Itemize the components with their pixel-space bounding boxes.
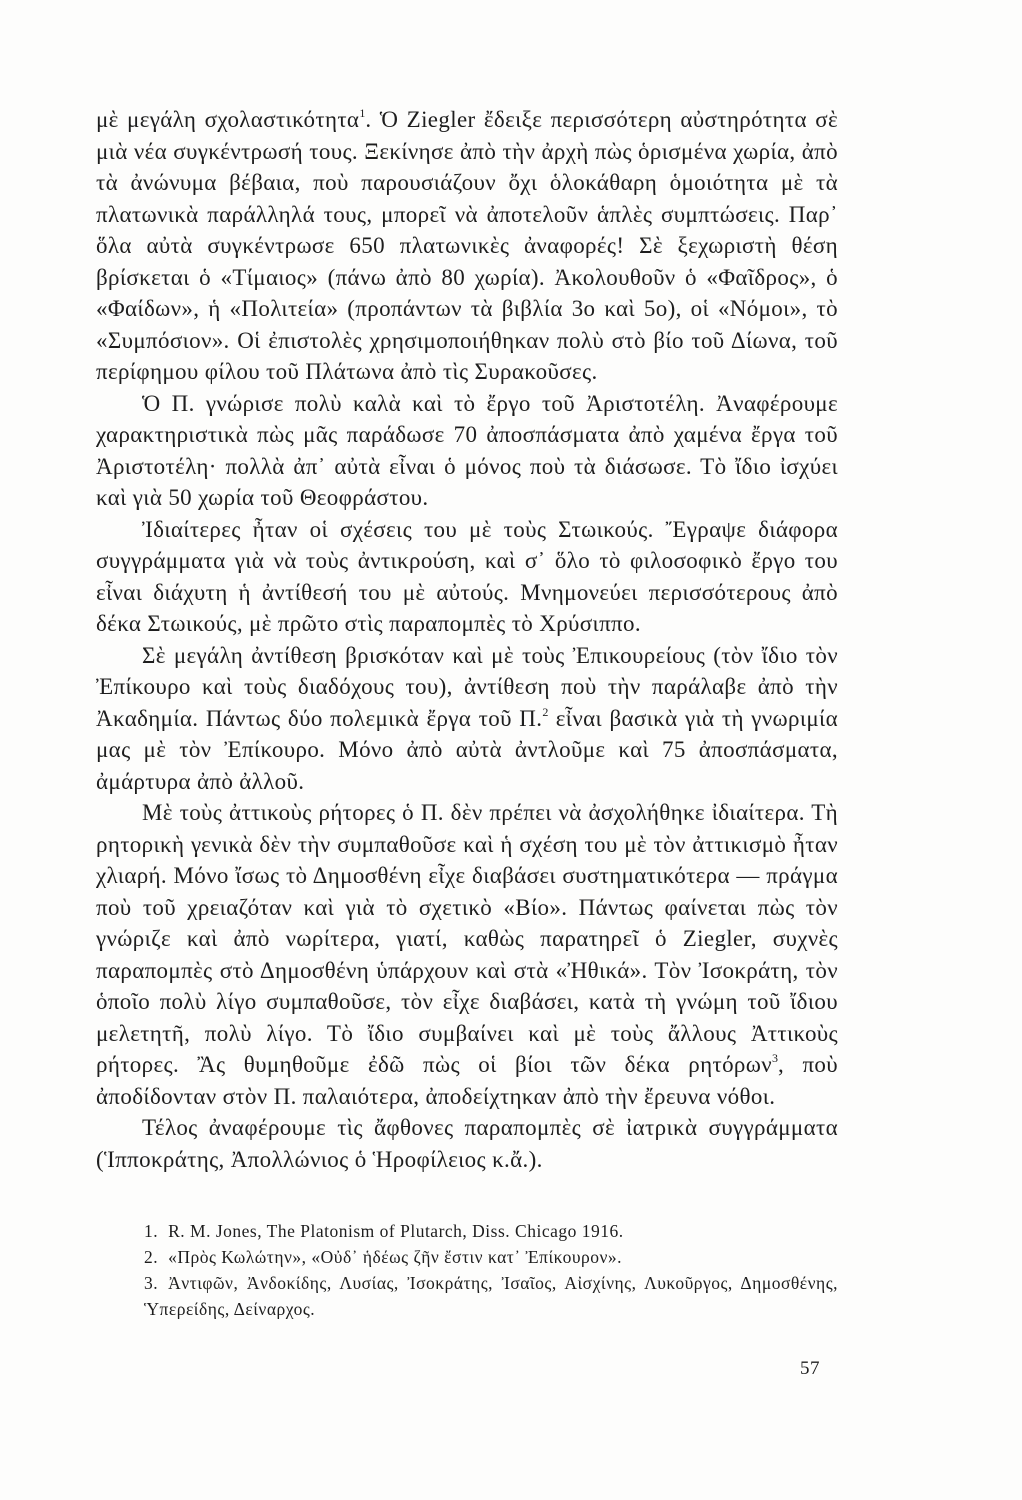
body-text: [96, 104, 838, 1175]
footnote-1-text: R. M. Jones, The Platonism of Plutarch, Diss. Chicago 1916.: [168, 1221, 624, 1241]
paragraph-5-text-b: , ποὺ ἀποδίδονταν στὸν Π. παλαιότερα, ἀποδείχτηκαν ἀπὸ τὴν ἔρευνα νόθοι.: [96, 1052, 838, 1109]
page-number: 57: [800, 1358, 820, 1379]
paragraph-4: [96, 640, 838, 798]
footnote-marker-2: 2: [542, 704, 549, 719]
footnote-1: [96, 1218, 838, 1244]
paragraph-4-text-b: εἶναι βασικὰ γιὰ τὴ γνωριμία μας μὲ τὸν Ἐπίκουρο. Μόνο ἀπὸ αὐτὰ ἀντλοῦμε καὶ 75 ἀποσπάσματα, ἀμάρτυρα ἀπὸ ἀλλοῦ.: [96, 705, 838, 794]
footnote-2: [96, 1244, 838, 1270]
paragraph-3-text: Ἰδιαίτερες ἦταν οἱ σχέσεις του μὲ τοὺς Στωικούς. Ἔγραψε διάφορα συγγράμματα γιὰ νὰ τοὺς ἀντικρούση, καὶ σ᾽ ὅλο τὸ φιλοσοφικὸ ἔργο του εἶναι διάχυτη ἡ ἀντίθεσή του μὲ αὐτούς. Μνημονεύει περισσότερους ἀπὸ δέκα Στωικούς, μὲ πρῶτο στὶς παραπομπὲς τὸ Χρύσιππο.: [96, 516, 838, 636]
footnote-3-number: 3.: [144, 1273, 159, 1293]
footnote-1-number: 1.: [144, 1221, 159, 1241]
footnote-2-number: 2.: [144, 1247, 159, 1267]
paragraph-5: [96, 797, 838, 1112]
paragraph-4-text-a: Σὲ μεγάλη ἀντίθεση βρισκόταν καὶ μὲ τοὺς Ἐπικουρείους (τὸν ἴδιο τὸν Ἐπίκουρο καὶ τοὺς διαδόχους του), ἀντίθεση ποὺ τὴν παράλαβε ἀπὸ τὴν Ἀκαδημία. Πάντως δύο πολεμικὰ ἔργα τοῦ Π.: [96, 642, 838, 731]
footnote-2-text: «Πρὸς Κωλώτην», «Οὐδ᾽ ἡδέως ζῆν ἔστιν κατ᾽ Ἐπίκουρον».: [168, 1247, 623, 1267]
footnotes: [96, 1218, 838, 1322]
paragraph-2-text: Ὁ Π. γνώρισε πολὺ καλὰ καὶ τὸ ἔργο τοῦ Ἀριστοτέλη. Ἀναφέρουμε χαρακτηριστικὰ πὼς μᾶς παράδωσε 70 ἀποσπάσματα ἀπὸ χαμένα ἔργα τοῦ Ἀριστοτέλη· πολλὰ ἀπ᾽ αὐτὰ εἶναι ὁ μόνος ποὺ τὰ διάσωσε. Τὸ ἴδιο ἰσχύει καὶ γιὰ 50 χωρία τοῦ Θεοφράστου.: [96, 390, 838, 510]
paragraph-6-text: Τέλος ἀναφέρουμε τὶς ἄφθονες παραπομπὲς σὲ ἰατρικὰ συγγράμματα (Ἱπποκράτης, Ἀπολλώνιος ὁ Ἡροφίλειος κ.ἄ.).: [96, 1115, 838, 1172]
paragraph-1: [96, 104, 838, 388]
paragraph-6: [96, 1112, 838, 1175]
paragraph-1-text-a: μὲ μεγάλη σχολαστικότητα: [96, 107, 360, 132]
paragraph-2: [96, 388, 838, 514]
paragraph-5-text-a: Μὲ τοὺς ἀττικοὺς ρήτορες ὁ Π. δὲν πρέπει νὰ ἀσχολήθηκε ἰδιαίτερα. Τὴ ρητορικὴ γενικὰ δὲν τὴν συμπαθοῦσε καὶ ἡ σχέση του μὲ τὸν ἀττικισμὸ ἦταν χλιαρή. Μόνο ἴσως τὸ Δημοσθένη εἶχε διαβάσει συστηματικότερα — πράγμα ποὺ τοῦ χρειαζόταν καὶ γιὰ τὸ σχετικὸ «Βίο». Πάντως φαίνεται πὼς τὸν γνώριζε καὶ ἀπὸ νωρίτερα, γιατί, καθὼς παρατηρεῖ ὁ Ziegler, συχνὲς παραπομπὲς στὸ Δημοσθένη ὑπάρχουν καὶ στὰ «Ἠθικά». Τὸν Ἰσοκράτη, τὸν ὁποῖο πολὺ λίγο συμπαθοῦσε, τὸν εἶχε διαβάσει, κατὰ τὴ γνώμη τοῦ ἴδιου μελετητῆ, πολὺ λίγο. Τὸ ἴδιο συμβαίνει καὶ μὲ τοὺς ἄλλους Ἀττικοὺς ρήτορες. Ἂς θυμηθοῦμε ἐδῶ πὼς οἱ βίοι τῶν δέκα ρητόρων: [96, 800, 838, 1077]
footnote-marker-3: 3: [771, 1051, 778, 1065]
footnote-marker-1: 1: [359, 106, 366, 120]
footnote-3: [96, 1270, 838, 1322]
footnote-3-text: Ἀντιφῶν, Ἀνδοκίδης, Λυσίας, Ἰσοκράτης, Ἰσαῖος, Αἰσχίνης, Λυκοῦργος, Δημοσθένης, Ὑπερείδης, Δείναρχος.: [144, 1273, 838, 1319]
paragraph-3: [96, 514, 838, 640]
paragraph-1-text-b: . Ὁ Ziegler ἔδειξε περισσότερη αὐστηρότητα σὲ μιὰ νέα συγκέντρωσή τους. Ξεκίνησε ἀπὸ τὴν ἀρχὴ πὼς ὁρισμένα χωρία, ἀπὸ τὰ ἀνώνυμα βέβαια, ποὺ παρουσιάζουν ὄχι ὁλοκάθαρη ὁμοιότητα μὲ τὰ πλατωνικὰ παράλληλά τους, μπορεῖ νὰ ἀποτελοῦν ἁπλὲς συμπτώσεις. Παρ᾽ ὅλα αὐτὰ συγκέντρωσε 650 πλατωνικὲς ἀναφορές! Σὲ ξεχωριστὴ θέση βρίσκεται ὁ «Τίμαιος» (πάνω ἀπὸ 80 χωρία). Ἀκολουθοῦν ὁ «Φαῖδρος», ὁ «Φαίδων», ἡ «Πολιτεία» (προπάντων τὰ βιβλία 3ο καὶ 5ο), οἱ «Νόμοι», τὸ «Συμπόσιον». Οἱ ἐπιστολὲς χρησιμοποιήθηκαν πολὺ στὸ βίο τοῦ Δίωνα, τοῦ περίφημου φίλου τοῦ Πλάτωνα ἀπὸ τὶς Συρακοῦσες.: [96, 107, 838, 384]
